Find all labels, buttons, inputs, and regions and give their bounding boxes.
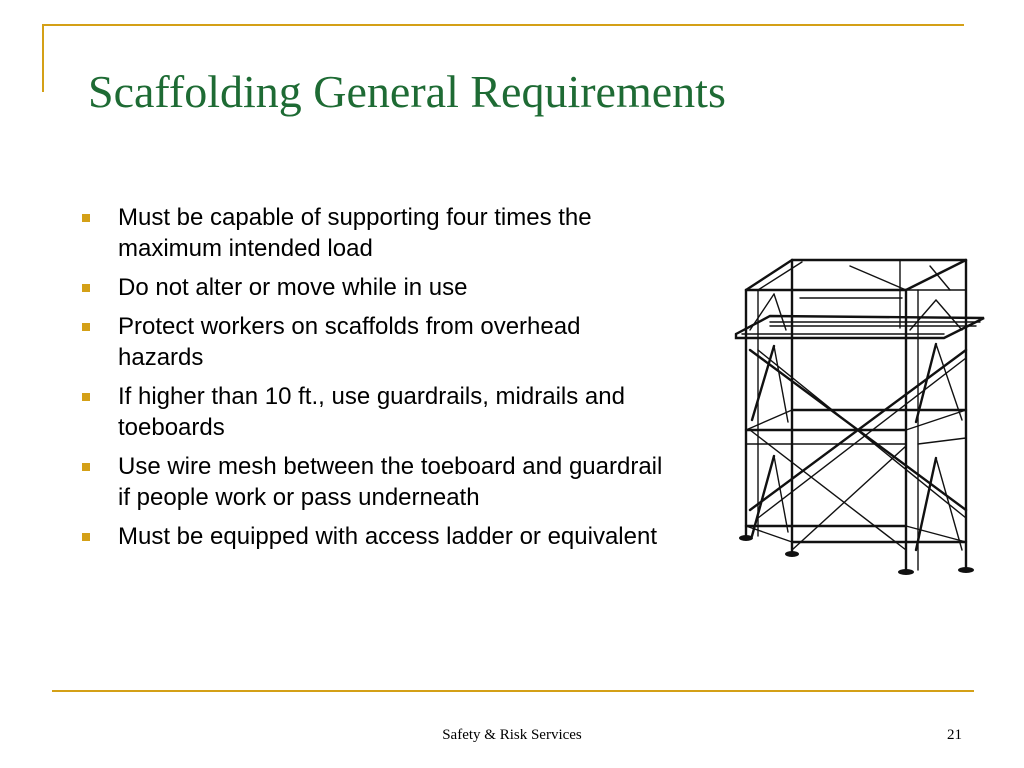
bullet-text: Protect workers on scaffolds from overhead hazards — [118, 313, 581, 371]
bullet-text: Use wire mesh between the toeboard and guardrail if people work or pass underneath — [118, 453, 663, 511]
bullet-text: Must be equipped with access ladder or equivalent — [118, 523, 657, 550]
bullet-text: Do not alter or move while in use — [118, 274, 468, 301]
frame-top-line — [42, 24, 964, 26]
scaffold-icon — [730, 250, 990, 580]
square-bullet-icon — [82, 323, 90, 331]
bullet-list — [78, 202, 668, 560]
bullet-text: If higher than 10 ft., use guardrails, midrails and toeboards — [118, 383, 625, 441]
square-bullet-icon — [82, 533, 90, 541]
bullet-item — [78, 311, 668, 373]
bullet-item — [78, 272, 668, 303]
bullet-item — [78, 451, 668, 513]
slide-title: Scaffolding General Requirements — [88, 66, 726, 117]
footer-text: Safety & Risk Services — [442, 727, 582, 743]
bullet-item — [78, 202, 668, 264]
square-bullet-icon — [82, 393, 90, 401]
square-bullet-icon — [82, 463, 90, 471]
square-bullet-icon — [82, 284, 90, 292]
bullet-item — [78, 521, 668, 552]
frame-left-line — [42, 24, 44, 92]
page-number: 21 — [947, 727, 962, 743]
footer-rule — [52, 690, 974, 692]
bullet-item — [78, 381, 668, 443]
bullet-text: Must be capable of supporting four times the maximum intended load — [118, 204, 592, 262]
square-bullet-icon — [82, 214, 90, 222]
